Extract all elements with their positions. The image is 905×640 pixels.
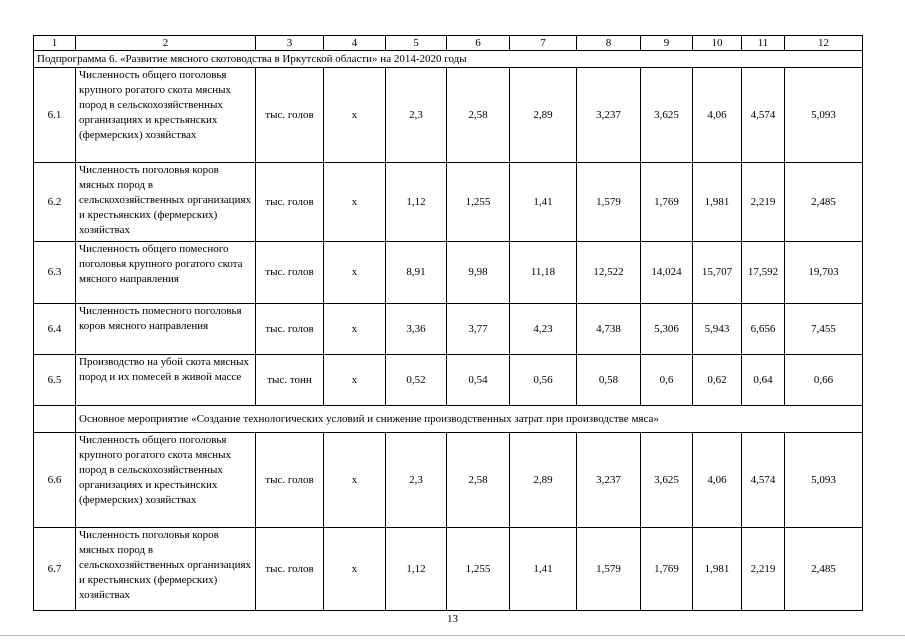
- base-value-cell: x: [324, 433, 386, 528]
- value-cell: 5,306: [641, 304, 693, 355]
- value-cell: 1,12: [386, 163, 447, 242]
- value-cell: 5,093: [785, 433, 863, 528]
- value-cell: 1,981: [693, 163, 742, 242]
- base-value-cell: x: [324, 68, 386, 163]
- base-value-cell: x: [324, 163, 386, 242]
- base-value-cell: x: [324, 304, 386, 355]
- indicator-name: Производство на убой скота мясных пород и их помесей в живой массе: [76, 355, 256, 406]
- row-number: 6.4: [34, 304, 76, 355]
- value-cell: 0,56: [510, 355, 577, 406]
- column-number: 6: [447, 36, 510, 51]
- column-number: 3: [256, 36, 324, 51]
- value-cell: 1,981: [693, 528, 742, 611]
- value-cell: 1,41: [510, 528, 577, 611]
- unit-cell: тыс. голов: [256, 163, 324, 242]
- indicator-name: Численность общего поголовья крупного рогатого скота мясных пород в сельскохозяйственных организациях и крестьянских (фермерских) хозяйствах: [76, 68, 256, 163]
- value-cell: 1,255: [447, 163, 510, 242]
- page-edge-line: [0, 635, 905, 636]
- unit-cell: тыс. голов: [256, 242, 324, 304]
- value-cell: 1,769: [641, 163, 693, 242]
- column-number: 11: [742, 36, 785, 51]
- value-cell: 14,024: [641, 242, 693, 304]
- value-cell: 5,093: [785, 68, 863, 163]
- unit-cell: тыс. голов: [256, 68, 324, 163]
- value-cell: 1,769: [641, 528, 693, 611]
- indicator-name: Численность общего поголовья крупного рогатого скота мясных пород в сельскохозяйственных организациях и крестьянских (фермерских) хозяйствах: [76, 433, 256, 528]
- value-cell: 19,703: [785, 242, 863, 304]
- table-row: [34, 163, 863, 242]
- value-cell: 0,66: [785, 355, 863, 406]
- value-cell: 2,58: [447, 68, 510, 163]
- row-number: 6.5: [34, 355, 76, 406]
- main-activity-title: Основное мероприятие «Создание технологических условий и снижение производственных затрат при производстве мяса»: [76, 406, 863, 433]
- value-cell: 2,89: [510, 433, 577, 528]
- table-row: [34, 528, 863, 611]
- value-cell: 4,738: [577, 304, 641, 355]
- row-number: 6.1: [34, 68, 76, 163]
- value-cell: 1,579: [577, 163, 641, 242]
- table-row: [34, 304, 863, 355]
- row-number: 6.2: [34, 163, 76, 242]
- unit-cell: тыс. голов: [256, 304, 324, 355]
- empty-cell: [34, 406, 76, 433]
- value-cell: 4,574: [742, 68, 785, 163]
- row-number: 6.6: [34, 433, 76, 528]
- value-cell: 7,455: [785, 304, 863, 355]
- row-number: 6.7: [34, 528, 76, 611]
- column-number: 4: [324, 36, 386, 51]
- value-cell: 3,237: [577, 68, 641, 163]
- value-cell: 12,522: [577, 242, 641, 304]
- unit-cell: тыс. голов: [256, 528, 324, 611]
- value-cell: 6,656: [742, 304, 785, 355]
- column-number: 1: [34, 36, 76, 51]
- value-cell: 4,06: [693, 68, 742, 163]
- base-value-cell: x: [324, 528, 386, 611]
- column-number: 12: [785, 36, 863, 51]
- value-cell: 1,41: [510, 163, 577, 242]
- value-cell: 8,91: [386, 242, 447, 304]
- value-cell: 2,89: [510, 68, 577, 163]
- indicator-name: Численность помесного поголовья коров мясного направления: [76, 304, 256, 355]
- row-number: 6.3: [34, 242, 76, 304]
- value-cell: 15,707: [693, 242, 742, 304]
- value-cell: 17,592: [742, 242, 785, 304]
- value-cell: 3,237: [577, 433, 641, 528]
- base-value-cell: x: [324, 242, 386, 304]
- value-cell: 3,625: [641, 68, 693, 163]
- base-value-cell: x: [324, 355, 386, 406]
- indicator-name: Численность поголовья коров мясных пород в сельскохозяйственных организациях и крестьянских (фермерских) хозяйствах: [76, 163, 256, 242]
- value-cell: 4,574: [742, 433, 785, 528]
- page-number: 13: [447, 613, 458, 625]
- value-cell: 0,58: [577, 355, 641, 406]
- column-number: 2: [76, 36, 256, 51]
- column-number: 7: [510, 36, 577, 51]
- unit-cell: тыс. тонн: [256, 355, 324, 406]
- value-cell: 2,485: [785, 528, 863, 611]
- table-row: [34, 355, 863, 406]
- subprogram-row: [34, 51, 863, 68]
- value-cell: 4,06: [693, 433, 742, 528]
- value-cell: 3,77: [447, 304, 510, 355]
- table-row: [34, 68, 863, 163]
- value-cell: 9,98: [447, 242, 510, 304]
- column-number: 5: [386, 36, 447, 51]
- value-cell: 3,36: [386, 304, 447, 355]
- value-cell: 2,219: [742, 528, 785, 611]
- value-cell: 3,625: [641, 433, 693, 528]
- value-cell: 5,943: [693, 304, 742, 355]
- value-cell: 2,219: [742, 163, 785, 242]
- table-row: [34, 242, 863, 304]
- value-cell: 1,12: [386, 528, 447, 611]
- value-cell: 11,18: [510, 242, 577, 304]
- main-activity-row: [34, 406, 863, 433]
- value-cell: 0,6: [641, 355, 693, 406]
- value-cell: 1,579: [577, 528, 641, 611]
- value-cell: 2,3: [386, 433, 447, 528]
- value-cell: 2,58: [447, 433, 510, 528]
- indicator-name: Численность поголовья коров мясных пород в сельскохозяйственных организациях и крестьянских (фермерских) хозяйствах: [76, 528, 256, 611]
- value-cell: 0,54: [447, 355, 510, 406]
- table-row: [34, 433, 863, 528]
- value-cell: 2,3: [386, 68, 447, 163]
- value-cell: 0,52: [386, 355, 447, 406]
- value-cell: 0,64: [742, 355, 785, 406]
- indicator-name: Численность общего помесного поголовья крупного рогатого скота мясного направления: [76, 242, 256, 304]
- column-number: 10: [693, 36, 742, 51]
- indicators-table: [33, 35, 863, 611]
- column-numbers-row: [34, 36, 863, 51]
- value-cell: 4,23: [510, 304, 577, 355]
- value-cell: 0,62: [693, 355, 742, 406]
- value-cell: 2,485: [785, 163, 863, 242]
- subprogram-title: Подпрограмма 6. «Развитие мясного скотоводства в Иркутской области» на 2014-2020 годы: [34, 51, 863, 68]
- unit-cell: тыс. голов: [256, 433, 324, 528]
- value-cell: 1,255: [447, 528, 510, 611]
- column-number: 8: [577, 36, 641, 51]
- column-number: 9: [641, 36, 693, 51]
